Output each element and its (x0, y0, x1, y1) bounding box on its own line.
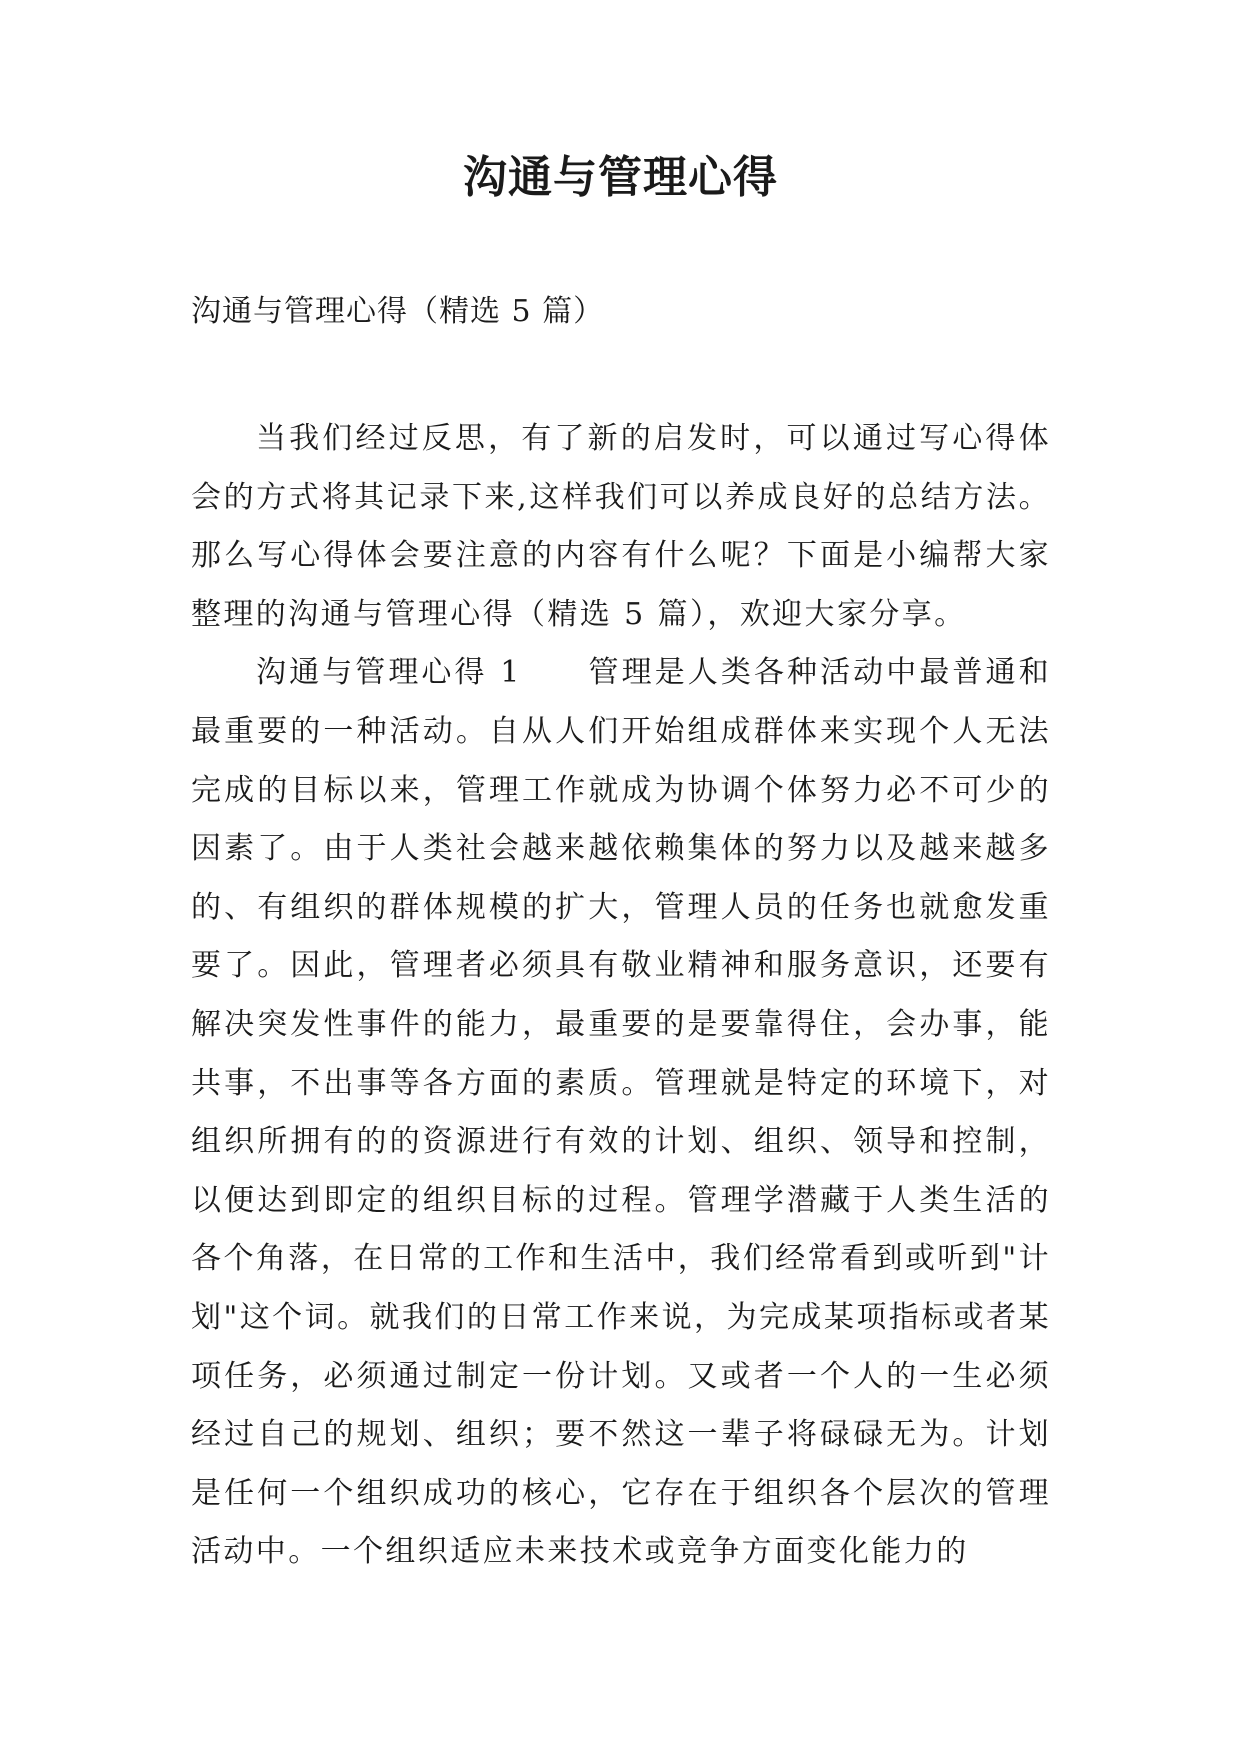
section-1-paragraph: 沟通与管理心得 1 管理是人类各种活动中最普通和最重要的一种活动。自从人们开始组成群体来实现个人无法完成的目标以来，管理工作就成为协调个体努力必不可少的因素了。由于人类社会越来越依赖集体的努力以及越来越多的、有组织的群体规模的扩大，管理人员的任务也就愈发重要了。因此，管理者必须具有敬业精神和服务意识，还要有解决突发性事件的能力，最重要的是要靠得住，会办事，能共事，不出事等各方面的素质。管理就是特定的环境下，对组织所拥有的的资源进行有效的计划、组织、领导和控制，以便达到即定的组织目标的过程。管理学潜藏于人类生活的各个角落，在日常的工作和生活中，我们经常看到或听到"计划"这个词。就我们的日常工作来说，为完成某项指标或者某项任务，必须通过制定一份计划。又或者一个人的一生必须经过自己的规划、组织；要不然这一辈子将碌碌无为。计划是任何一个组织成功的核心，它存在于组织各个层次的管理活动中。一个组织适应未来技术或竞争方面变化能力的 (191, 655, 1051, 1570)
document-subtitle: 沟通与管理心得（精选 5 篇） (191, 294, 605, 329)
document-title: 沟通与管理心得 (463, 152, 778, 203)
intro-paragraph: 当我们经过反思，有了新的启发时，可以通过写心得体会的方式将其记录下来,这样我们可以养成良好的总结方法。那么写心得体会要注意的内容有什么呢？下面是小编帮大家整理的沟通与管理心得（精选 5 篇），欢迎大家分享。 (191, 421, 1051, 632)
document-body (191, 410, 1051, 1582)
